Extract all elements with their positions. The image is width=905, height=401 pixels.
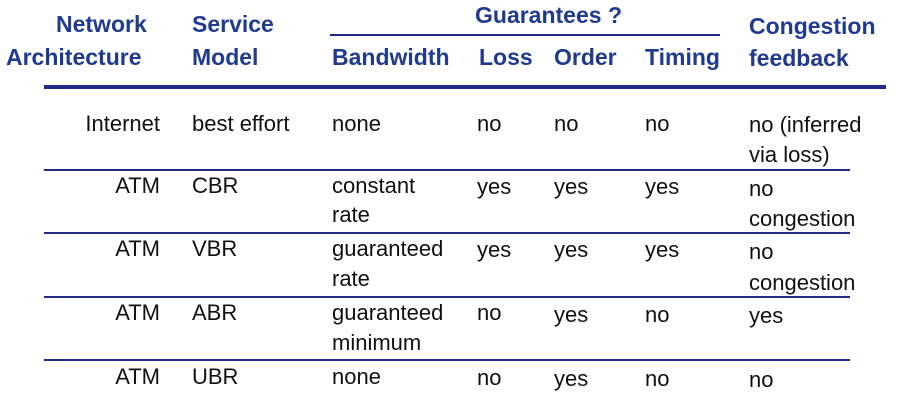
header-model: Model: [192, 44, 259, 70]
header-architecture: Architecture: [6, 44, 142, 70]
cell-loss: yes: [477, 237, 512, 262]
header-congestion: Congestion: [749, 13, 876, 39]
cell-order: yes: [554, 302, 589, 327]
header-timing: Timing: [645, 44, 720, 70]
cell-congestion-line1: no: [749, 239, 774, 264]
header-service: Service: [192, 11, 274, 37]
cell-bandwidth-line1: guaranteed: [332, 300, 444, 325]
cell-order: yes: [554, 366, 589, 391]
cell-loss: no: [477, 111, 502, 136]
cell-order: yes: [554, 174, 589, 199]
cell-timing: yes: [645, 174, 680, 199]
row-divider: [44, 169, 850, 171]
cell-congestion-line1: no: [749, 367, 774, 392]
cell-order: no: [554, 111, 579, 136]
cell-congestion-line2: congestion: [749, 206, 856, 231]
cell-congestion-line2: via loss): [749, 142, 830, 167]
cell-bandwidth: none: [332, 364, 381, 389]
header-network: Network: [56, 11, 147, 37]
cell-bandwidth: none: [332, 111, 381, 136]
cell-congestion-line1: no: [749, 176, 774, 201]
cell-loss: no: [477, 365, 502, 390]
cell-timing: no: [645, 366, 670, 391]
cell-bandwidth-line2: rate: [332, 266, 370, 291]
guarantees-underline: [330, 34, 720, 36]
cell-bandwidth-line1: guaranteed: [332, 236, 444, 261]
row-divider: [44, 232, 850, 234]
cell-architecture: ATM: [115, 236, 160, 261]
cell-timing: no: [645, 111, 670, 136]
cell-timing: no: [645, 302, 670, 327]
row-divider: [44, 296, 850, 298]
cell-architecture: ATM: [115, 173, 160, 198]
cell-service-model: UBR: [192, 364, 239, 389]
header-guarantees: Guarantees ?: [475, 2, 622, 28]
cell-bandwidth-line2: minimum: [332, 330, 422, 355]
header-rule: [44, 85, 886, 89]
cell-architecture: Internet: [85, 111, 160, 136]
cell-architecture: ATM: [115, 364, 160, 389]
cell-order: yes: [554, 237, 589, 262]
header-feedback: feedback: [749, 45, 849, 71]
cell-loss: yes: [477, 174, 512, 199]
cell-service-model: best effort: [192, 111, 290, 136]
cell-service-model: ABR: [192, 300, 238, 325]
cell-architecture: ATM: [115, 300, 160, 325]
cell-congestion-line1: no (inferred: [749, 112, 862, 137]
cell-bandwidth-line2: rate: [332, 202, 370, 227]
cell-service-model: VBR: [192, 236, 238, 261]
cell-timing: yes: [645, 237, 680, 262]
cell-congestion-line2: congestion: [749, 270, 856, 295]
header-order: Order: [554, 44, 617, 70]
header-bandwidth: Bandwidth: [332, 44, 450, 70]
header-loss: Loss: [479, 44, 533, 70]
cell-service-model: CBR: [192, 173, 239, 198]
cell-loss: no: [477, 300, 502, 325]
cell-bandwidth-line1: constant: [332, 173, 416, 198]
row-divider: [44, 359, 850, 361]
cell-congestion-line1: yes: [749, 303, 784, 328]
